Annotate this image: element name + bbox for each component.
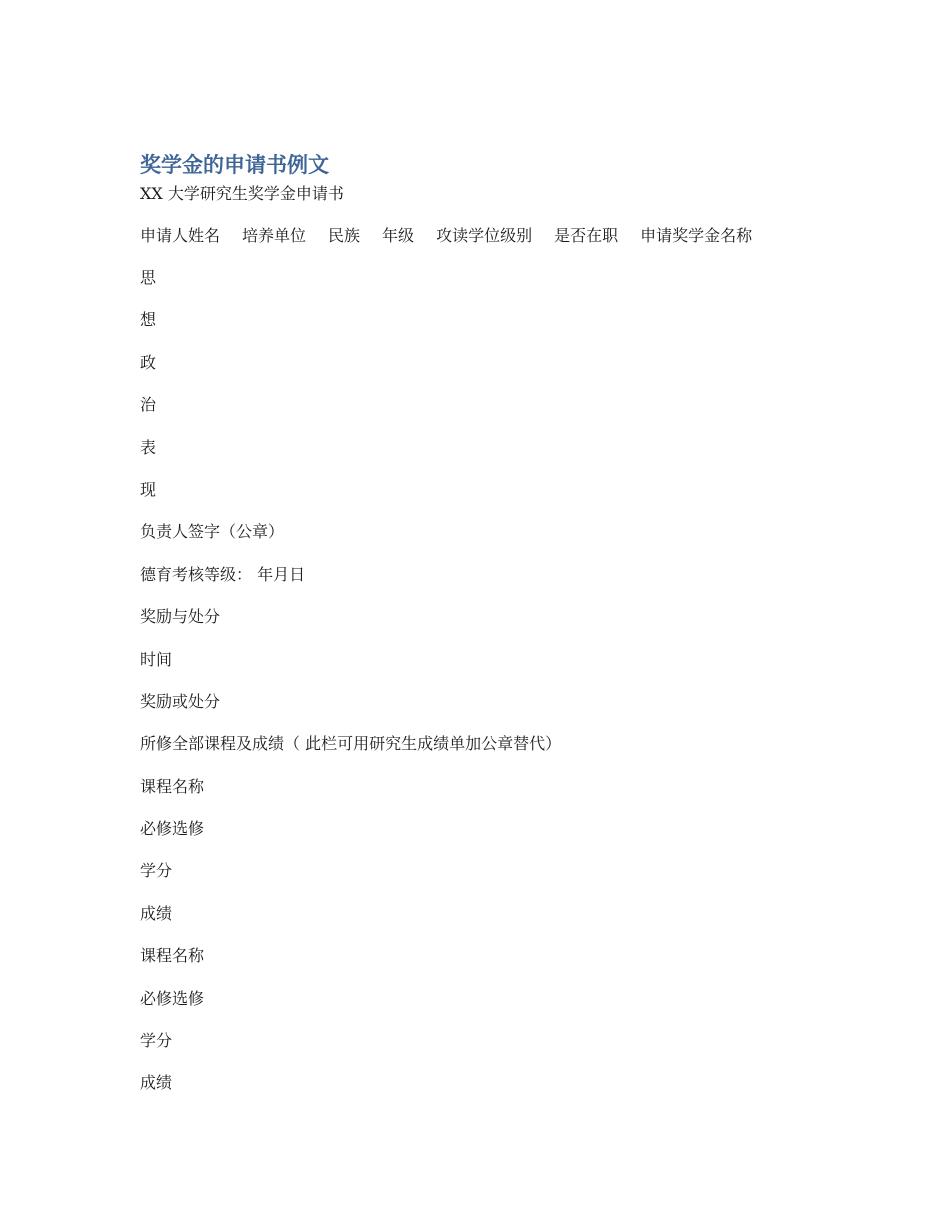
rewards-type-label: 奖励或处分	[140, 691, 221, 711]
supervisor-signature-line: 负责人签字（公章）	[140, 522, 285, 542]
courses-section-heading: 所修全部课程及成绩（ 此栏可用研究生成绩单加公章替代）	[140, 734, 562, 754]
document-page	[140, 148, 840, 1115]
vertical-label-char: 想	[140, 310, 157, 330]
header-field-ethnicity: 民族	[328, 226, 361, 245]
vertical-label-char: 现	[140, 479, 157, 499]
header-field-grade: 年级	[382, 226, 415, 245]
course-score-label: 成绩	[140, 903, 173, 923]
vertical-label-char: 表	[140, 437, 157, 457]
course-type-label: 必修选修	[140, 988, 205, 1008]
header-field-training-unit: 培养单位	[242, 226, 307, 245]
course-type-label: 必修选修	[140, 819, 205, 839]
document-title: 奖学金的申请书例文	[140, 153, 329, 177]
course-name-label: 课程名称	[140, 946, 205, 966]
header-field-degree-level: 攻读学位级别	[436, 226, 533, 245]
rewards-section-heading: 奖励与处分	[140, 607, 221, 627]
course-score-label: 成绩	[140, 1073, 173, 1093]
vertical-label-char: 治	[140, 395, 157, 415]
vertical-label-char: 政	[140, 352, 157, 372]
course-name-label: 课程名称	[140, 776, 205, 796]
course-credits-label: 学分	[140, 861, 173, 881]
header-field-applicant-name: 申请人姓名	[140, 226, 221, 245]
rewards-time-label: 时间	[140, 649, 173, 669]
header-field-employed: 是否在职	[554, 226, 619, 245]
moral-assessment-line: 德育考核等级： 年月日	[140, 564, 306, 584]
header-field-scholarship-name: 申请奖学金名称	[640, 226, 753, 245]
course-credits-label: 学分	[140, 1031, 173, 1051]
document-body	[140, 267, 840, 1094]
vertical-label-char: 思	[140, 268, 157, 287]
document-subtitle: XX 大学研究生奖学金申请书	[140, 184, 344, 203]
header-fields-row	[140, 225, 840, 247]
